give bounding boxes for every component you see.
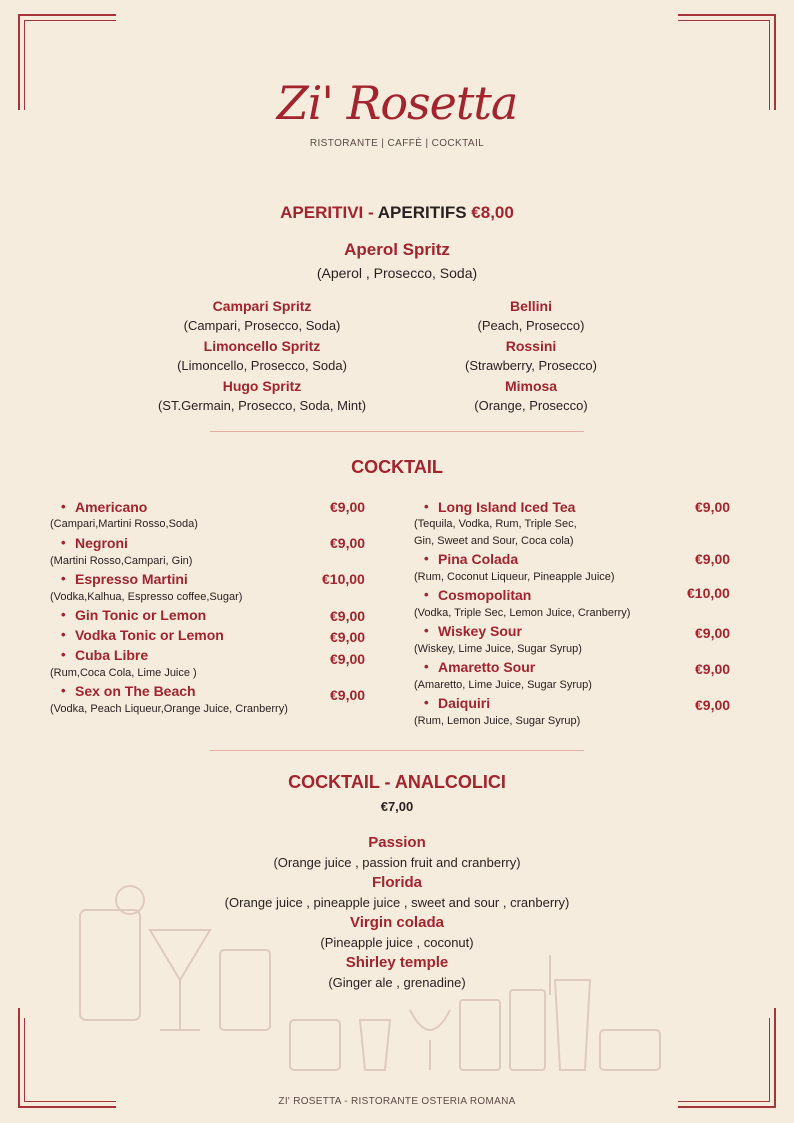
cocktail-desc: (Vodka, Triple Sec, Lemon Juice, Cranberry)	[414, 607, 631, 619]
aperitivo-name: Limoncello Spritz	[203, 338, 321, 354]
tagline: RISTORANTE | CAFFÈ | COCKTAIL	[309, 138, 485, 149]
cocktail-price: €9,00	[330, 687, 366, 703]
aperitivo-name: Rossini	[505, 338, 557, 354]
cocktail-name: • Cosmopolitan	[438, 587, 531, 603]
cocktail-name: • Pina Colada	[438, 551, 518, 567]
cocktail-price: €9,00	[695, 499, 731, 515]
footer-text: ZI' ROSETTA - RISTORANTE OSTERIA ROMANA	[278, 1096, 516, 1107]
aperitivo-desc: (Peach, Prosecco)	[477, 318, 585, 333]
section-divider	[210, 431, 584, 432]
cocktail-name: • Cuba Libre	[75, 647, 148, 663]
cocktail-name: • Espresso Martini	[75, 571, 188, 587]
cocktail-price: €9,00	[330, 499, 366, 515]
cocktail-desc: (Amaretto, Lime Juice, Sugar Syrup)	[414, 679, 592, 691]
featured-item-desc: (Aperol , Prosecco, Soda)	[316, 265, 478, 281]
cocktail-name: • Negroni	[75, 535, 128, 551]
analcolico-desc: (Ginger ale , grenadine)	[328, 975, 466, 990]
analcolico-desc: (Pineapple juice , coconut)	[320, 935, 474, 950]
logo: Zi' Rosetta	[276, 76, 518, 130]
cocktail-desc: (Vodka, Peach Liqueur,Orange Juice, Cranberry)	[50, 703, 288, 715]
aperitivo-desc: (Limoncello, Prosecco, Soda)	[177, 358, 347, 373]
cocktail-name: • Sex on The Beach	[75, 683, 196, 699]
analcolico-desc: (Orange juice , passion fruit and cranberry)	[273, 855, 521, 870]
aperitivi-title	[0, 203, 794, 223]
cocktail-title: COCKTAIL	[351, 457, 443, 477]
cocktail-price: €9,00	[330, 535, 366, 551]
cocktail-price: €9,00	[695, 697, 731, 713]
cocktail-price: €9,00	[330, 629, 366, 645]
cocktail-price: €9,00	[330, 651, 366, 667]
aperitivi-left-column	[120, 296, 404, 416]
aperitivo-name: Mimosa	[504, 378, 558, 394]
aperitivo-desc: (Campari, Prosecco, Soda)	[183, 318, 341, 333]
cocktail-name: • Amaretto Sour	[438, 659, 535, 675]
analcolico-name: Passion	[368, 834, 426, 851]
analcolico-name: Shirley temple	[345, 954, 449, 971]
cocktail-desc: (Vodka,Kalhua, Espresso coffee,Sugar)	[50, 591, 243, 603]
cocktail-desc: Gin, Sweet and Sour, Coca cola)	[414, 535, 574, 547]
analcolico-name: Florida	[371, 874, 422, 891]
cocktail-desc: (Wiskey, Lime Juice, Sugar Syrup)	[414, 643, 582, 655]
cocktail-price: €10,00	[322, 571, 365, 587]
cocktail-price: €10,00	[687, 585, 730, 601]
cocktail-desc: (Rum,Coca Cola, Lime Juice )	[50, 667, 197, 679]
aperitivo-desc: (ST.Germain, Prosecco, Soda, Mint)	[157, 398, 367, 413]
cocktail-name: • Wiskey Sour	[438, 623, 522, 639]
aperitivo-name: Hugo Spritz	[222, 378, 302, 394]
featured-item-name: Aperol Spritz	[344, 240, 450, 259]
aperitivi-title-it: APERITIVI -	[280, 203, 378, 222]
aperitivo-desc: (Orange, Prosecco)	[474, 398, 588, 413]
cocktail-desc: (Rum, Coconut Liqueur, Pineapple Juice)	[414, 571, 615, 583]
aperitivo-name: Bellini	[509, 298, 552, 314]
cocktail-desc: (Rum, Lemon Juice, Sugar Syrup)	[414, 715, 581, 727]
cocktail-desc: (Campari,Martini Rosso,Soda)	[50, 518, 198, 530]
aperitivo-desc: (Strawberry, Prosecco)	[465, 358, 597, 373]
aperitivo-name: Campari Spritz	[212, 298, 312, 314]
aperitivi-right-column	[420, 296, 642, 416]
cocktail-name: • Daiquiri	[438, 695, 490, 711]
cocktail-price: €9,00	[330, 608, 366, 624]
cocktail-price: €9,00	[695, 661, 731, 677]
analcolici-price: €7,00	[380, 799, 414, 814]
aperitivi-price: €8,00	[471, 203, 514, 222]
analcolico-name: Virgin colada	[350, 914, 444, 931]
cocktail-name: • Vodka Tonic or Lemon	[75, 627, 224, 643]
cocktail-name: • Long Island Iced Tea	[438, 499, 575, 515]
cocktail-desc: (Tequila, Vodka, Rum, Triple Sec,	[414, 518, 577, 530]
aperitivi-title-en: APERITIFS	[377, 203, 472, 222]
section-divider	[210, 750, 584, 751]
cocktail-price: €9,00	[695, 551, 731, 567]
cocktail-price: €9,00	[695, 625, 731, 641]
cocktail-desc: (Martini Rosso,Campari, Gin)	[50, 555, 193, 567]
cocktail-name: • Americano	[75, 499, 147, 515]
cocktail-name: • Gin Tonic or Lemon	[75, 607, 206, 623]
analcolici-title: COCKTAIL - ANALCOLICI	[288, 772, 506, 792]
analcolico-desc: (Orange juice , pineapple juice , sweet and sour , cranberry)	[224, 895, 570, 910]
